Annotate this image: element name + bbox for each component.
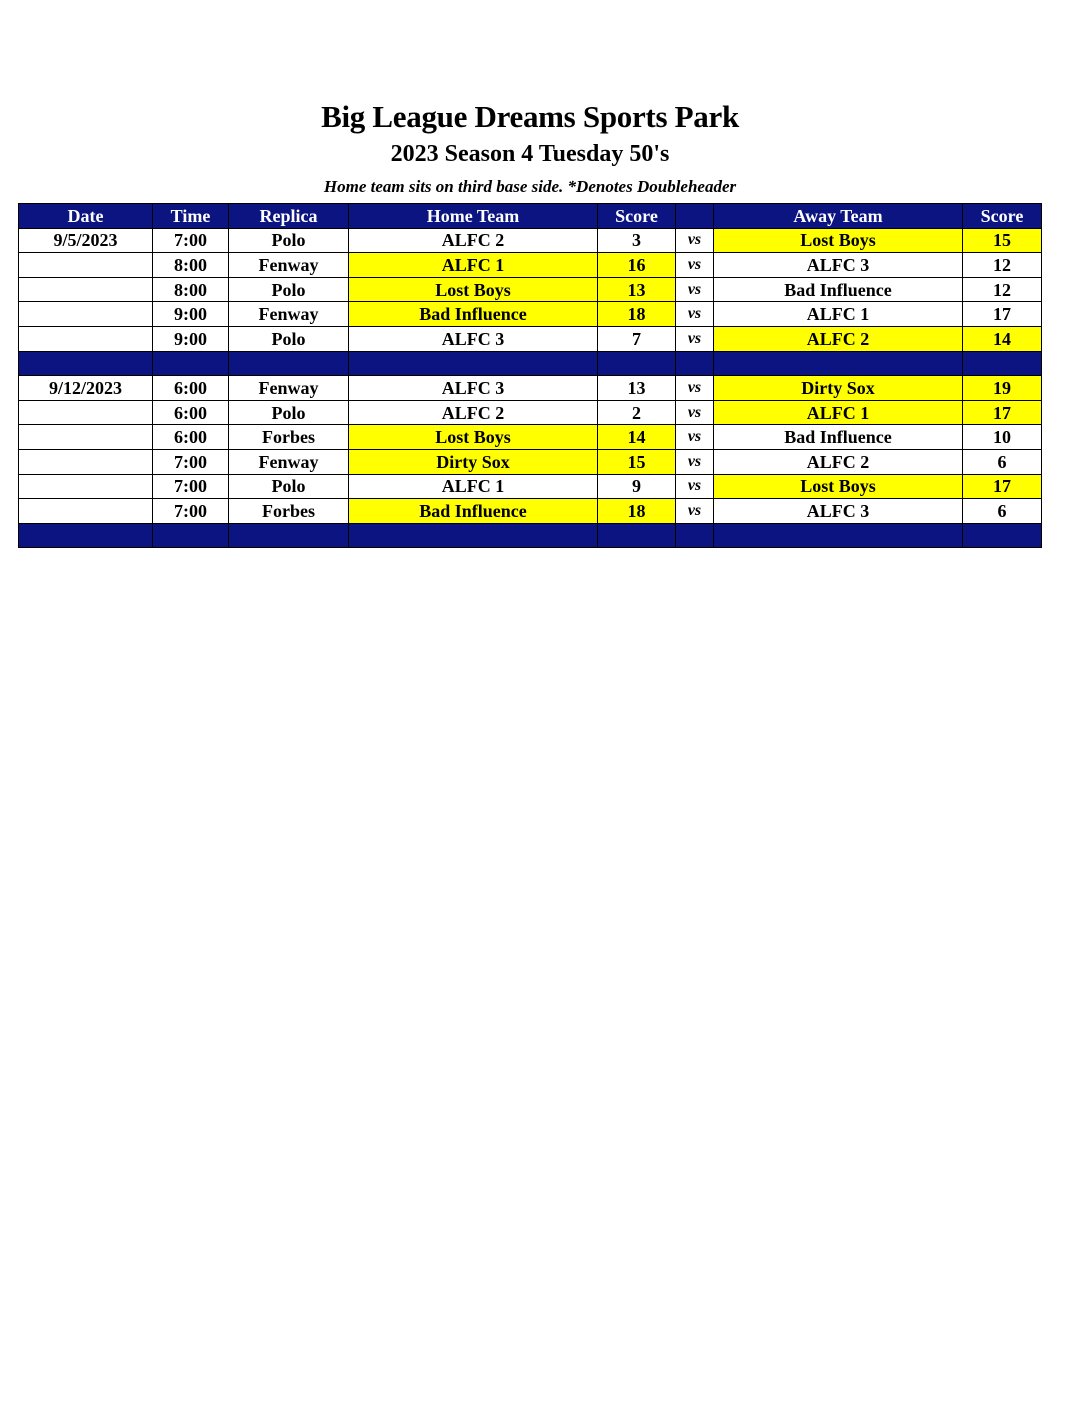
cell-home-score: 9 <box>598 474 676 499</box>
cell-away: Dirty Sox <box>714 376 963 401</box>
cell-away-score: 19 <box>963 376 1042 401</box>
cell-time: 6:00 <box>153 400 229 425</box>
cell-away-score: 15 <box>963 228 1042 253</box>
cell-away-score: 12 <box>963 277 1042 302</box>
cell-time: 6:00 <box>153 376 229 401</box>
separator-cell <box>676 351 714 376</box>
cell-replica: Fenway <box>229 376 349 401</box>
page-subtitle: 2023 Season 4 Tuesday 50's <box>390 141 670 167</box>
header-time: Time <box>153 204 229 229</box>
schedule-body <box>19 228 1042 548</box>
cell-date <box>19 400 153 425</box>
header-home-score: Score <box>598 204 676 229</box>
cell-home: ALFC 1 <box>349 253 598 278</box>
cell-replica: Forbes <box>229 425 349 450</box>
cell-away: ALFC 3 <box>714 253 963 278</box>
cell-date <box>19 253 153 278</box>
cell-replica: Polo <box>229 400 349 425</box>
cell-away: Lost Boys <box>714 474 963 499</box>
cell-time: 8:00 <box>153 253 229 278</box>
separator-cell <box>19 351 153 376</box>
cell-time: 7:00 <box>153 474 229 499</box>
cell-time: 7:00 <box>153 499 229 524</box>
cell-replica: Polo <box>229 277 349 302</box>
cell-vs: vs <box>676 425 714 450</box>
cell-replica: Polo <box>229 474 349 499</box>
separator-cell <box>963 351 1042 376</box>
separator-cell <box>598 351 676 376</box>
cell-home-score: 7 <box>598 326 676 351</box>
cell-vs: vs <box>676 253 714 278</box>
cell-away-score: 17 <box>963 474 1042 499</box>
header-away-score: Score <box>963 204 1042 229</box>
cell-home: Lost Boys <box>349 425 598 450</box>
cell-home: Bad Influence <box>349 302 598 327</box>
cell-date <box>19 425 153 450</box>
table-row <box>19 253 1042 278</box>
cell-away: Bad Influence <box>714 425 963 450</box>
separator-cell <box>963 523 1042 548</box>
cell-home-score: 15 <box>598 449 676 474</box>
cell-home-score: 14 <box>598 425 676 450</box>
schedule-note: Home team sits on third base side. *Denotes Doubleheader <box>323 177 737 196</box>
separator-cell <box>349 523 598 548</box>
cell-home-score: 3 <box>598 228 676 253</box>
table-row <box>19 326 1042 351</box>
cell-home: Dirty Sox <box>349 449 598 474</box>
table-header-row <box>19 204 1042 229</box>
separator-cell <box>714 523 963 548</box>
page-title: Big League Dreams Sports Park <box>321 99 739 134</box>
cell-home: ALFC 1 <box>349 474 598 499</box>
cell-away: Bad Influence <box>714 277 963 302</box>
cell-home-score: 16 <box>598 253 676 278</box>
cell-home: ALFC 2 <box>349 400 598 425</box>
cell-away: ALFC 2 <box>714 326 963 351</box>
separator-cell <box>676 523 714 548</box>
cell-away-score: 6 <box>963 499 1042 524</box>
separator-cell <box>598 523 676 548</box>
header-date: Date <box>19 204 153 229</box>
cell-vs: vs <box>676 499 714 524</box>
cell-vs: vs <box>676 228 714 253</box>
cell-home: Bad Influence <box>349 499 598 524</box>
cell-away-score: 12 <box>963 253 1042 278</box>
cell-away-score: 17 <box>963 400 1042 425</box>
cell-date <box>19 302 153 327</box>
cell-date: 9/5/2023 <box>19 228 153 253</box>
table-row <box>19 228 1042 253</box>
cell-vs: vs <box>676 449 714 474</box>
table-row <box>19 499 1042 524</box>
cell-away: Lost Boys <box>714 228 963 253</box>
cell-replica: Fenway <box>229 302 349 327</box>
cell-replica: Fenway <box>229 449 349 474</box>
table-row <box>19 400 1042 425</box>
cell-away-score: 10 <box>963 425 1042 450</box>
cell-home: Lost Boys <box>349 277 598 302</box>
table-row <box>19 376 1042 401</box>
cell-time: 8:00 <box>153 277 229 302</box>
cell-away: ALFC 3 <box>714 499 963 524</box>
cell-date <box>19 277 153 302</box>
cell-home: ALFC 3 <box>349 376 598 401</box>
cell-away-score: 6 <box>963 449 1042 474</box>
cell-home: ALFC 3 <box>349 326 598 351</box>
separator-cell <box>349 351 598 376</box>
cell-away-score: 17 <box>963 302 1042 327</box>
table-row <box>19 277 1042 302</box>
separator-cell <box>714 351 963 376</box>
separator-cell <box>229 523 349 548</box>
table-row <box>19 425 1042 450</box>
week-separator-row <box>19 351 1042 376</box>
cell-vs: vs <box>676 474 714 499</box>
cell-replica: Forbes <box>229 499 349 524</box>
header-home-team: Home Team <box>349 204 598 229</box>
separator-cell <box>19 523 153 548</box>
cell-date <box>19 326 153 351</box>
header-vs <box>676 204 714 229</box>
cell-replica: Polo <box>229 228 349 253</box>
cell-away: ALFC 2 <box>714 449 963 474</box>
cell-home-score: 13 <box>598 376 676 401</box>
cell-away: ALFC 1 <box>714 302 963 327</box>
cell-home: ALFC 2 <box>349 228 598 253</box>
cell-vs: vs <box>676 326 714 351</box>
cell-vs: vs <box>676 277 714 302</box>
table-row <box>19 449 1042 474</box>
cell-date <box>19 474 153 499</box>
cell-date <box>19 449 153 474</box>
cell-home-score: 18 <box>598 302 676 327</box>
cell-home-score: 2 <box>598 400 676 425</box>
separator-cell <box>153 523 229 548</box>
cell-replica: Polo <box>229 326 349 351</box>
table-row <box>19 474 1042 499</box>
cell-vs: vs <box>676 302 714 327</box>
cell-home-score: 18 <box>598 499 676 524</box>
schedule-table <box>18 203 1042 548</box>
cell-home-score: 13 <box>598 277 676 302</box>
cell-time: 9:00 <box>153 302 229 327</box>
cell-away-score: 14 <box>963 326 1042 351</box>
cell-vs: vs <box>676 400 714 425</box>
cell-date: 9/12/2023 <box>19 376 153 401</box>
cell-time: 9:00 <box>153 326 229 351</box>
cell-vs: vs <box>676 376 714 401</box>
week-separator-row <box>19 523 1042 548</box>
table-row <box>19 302 1042 327</box>
separator-cell <box>229 351 349 376</box>
cell-replica: Fenway <box>229 253 349 278</box>
separator-cell <box>153 351 229 376</box>
cell-away: ALFC 1 <box>714 400 963 425</box>
cell-time: 7:00 <box>153 449 229 474</box>
header-away-team: Away Team <box>714 204 963 229</box>
cell-time: 6:00 <box>153 425 229 450</box>
header-replica: Replica <box>229 204 349 229</box>
cell-date <box>19 499 153 524</box>
cell-time: 7:00 <box>153 228 229 253</box>
